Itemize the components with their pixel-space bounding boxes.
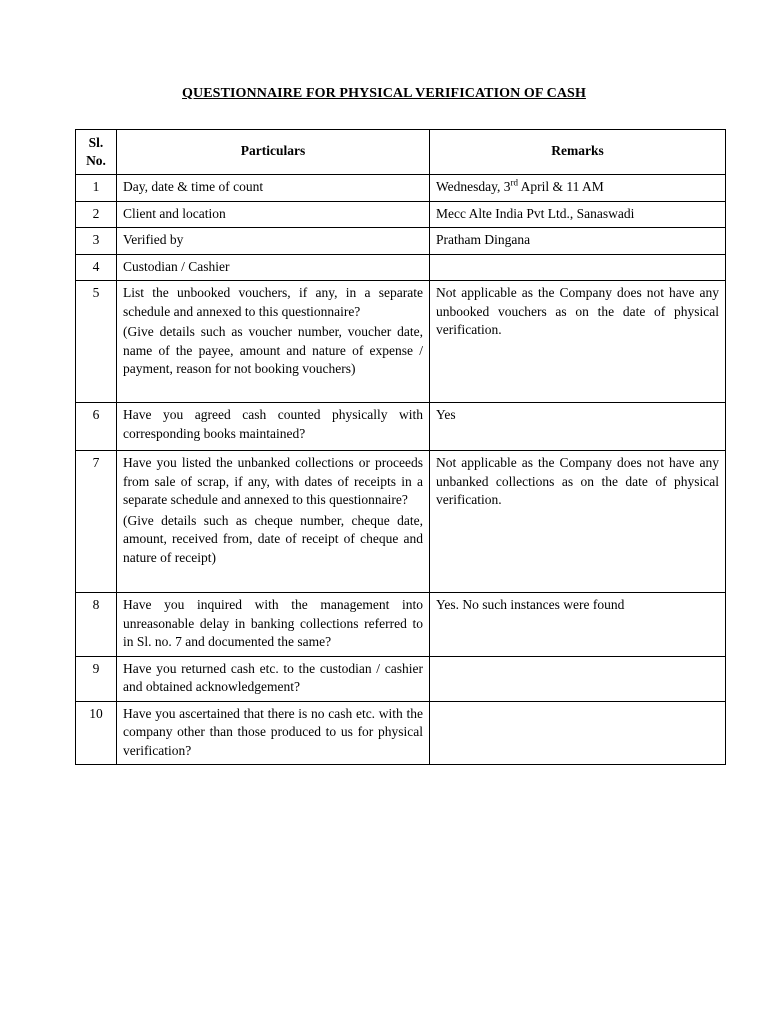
particulars-paragraph: Have you listed the unbanked collections or proceeds from sale of scrap, if any, with dates of receipts in a separate schedule and annexed to this questionnaire? bbox=[123, 455, 423, 507]
table-row bbox=[76, 254, 726, 281]
row-sl-no: 6 bbox=[76, 403, 117, 451]
table-row bbox=[76, 228, 726, 255]
row-remarks bbox=[430, 254, 726, 281]
row-particulars bbox=[117, 201, 430, 228]
row-remarks bbox=[430, 656, 726, 701]
row-particulars bbox=[117, 254, 430, 281]
particulars-paragraph: Have you inquired with the management into unreasonable delay in banking collections referred to in Sl. no. 7 and documented the same? bbox=[123, 597, 423, 649]
row-particulars bbox=[117, 281, 430, 403]
table-row bbox=[76, 451, 726, 593]
row-particulars bbox=[117, 701, 430, 765]
particulars-paragraph: Day, date & time of count bbox=[123, 179, 264, 194]
table-row bbox=[76, 593, 726, 657]
page-title: QUESTIONNAIRE FOR PHYSICAL VERIFICATION OF CASH bbox=[182, 86, 586, 101]
row-particulars bbox=[117, 228, 430, 255]
particulars-paragraph: Verified by bbox=[123, 232, 184, 247]
row-remarks: Not applicable as the Company does not have any unbooked vouchers as on the date of physical verification. bbox=[430, 281, 726, 403]
particulars-paragraph: (Give details such as voucher number, voucher date, name of the payee, amount and nature of expense / payment, reason for not booking vouchers) bbox=[123, 324, 423, 376]
row-particulars bbox=[117, 593, 430, 657]
particulars-paragraph: Have you returned cash etc. to the custodian / cashier and obtained acknowledgement? bbox=[123, 660, 423, 694]
table-row bbox=[76, 281, 726, 403]
row-sl-no: 2 bbox=[76, 201, 117, 228]
row-remarks: Mecc Alte India Pvt Ltd., Sanaswadi bbox=[430, 201, 726, 228]
row-remarks: Not applicable as the Company does not have any unbanked collections as on the date of physical verification. bbox=[430, 451, 726, 593]
header-particulars: Particulars bbox=[117, 130, 430, 175]
row-remarks bbox=[430, 175, 726, 202]
table-row bbox=[76, 403, 726, 451]
row-particulars bbox=[117, 656, 430, 701]
row-sl-no: 4 bbox=[76, 254, 117, 281]
particulars-paragraph: List the unbooked vouchers, if any, in a separate schedule and annexed to this questionnaire? bbox=[123, 285, 423, 319]
remarks-text: April & 11 AM bbox=[518, 179, 604, 194]
table-body bbox=[76, 175, 726, 765]
row-sl-no: 8 bbox=[76, 593, 117, 657]
questionnaire-table bbox=[75, 129, 726, 765]
row-remarks: Yes. No such instances were found bbox=[430, 593, 726, 657]
row-remarks: Yes bbox=[430, 403, 726, 451]
particulars-paragraph: Have you agreed cash counted physically with corresponding books maintained? bbox=[123, 407, 423, 441]
table-header-row bbox=[76, 130, 726, 175]
row-sl-no: 10 bbox=[76, 701, 117, 765]
row-sl-no: 1 bbox=[76, 175, 117, 202]
row-sl-no: 3 bbox=[76, 228, 117, 255]
table-row bbox=[76, 701, 726, 765]
table-row bbox=[76, 201, 726, 228]
row-particulars bbox=[117, 175, 430, 202]
row-particulars bbox=[117, 451, 430, 593]
particulars-paragraph: Client and location bbox=[123, 205, 226, 221]
row-remarks: Pratham Dingana bbox=[430, 228, 726, 255]
particulars-paragraph: (Give details such as cheque number, cheque date, amount, received from, date of receipt of cheque and nature of receipt) bbox=[123, 512, 423, 565]
particulars-paragraph: Custodian / Cashier bbox=[123, 258, 230, 274]
row-remarks bbox=[430, 701, 726, 765]
row-sl-no: 7 bbox=[76, 451, 117, 593]
header-sl-no: Sl. No. bbox=[76, 130, 117, 175]
remarks-text: Wednesday, 3 bbox=[436, 179, 511, 194]
row-particulars bbox=[117, 403, 430, 451]
particulars-paragraph: Have you ascertained that there is no cash etc. with the company other than those produced to us for physical verification? bbox=[123, 705, 423, 758]
header-remarks: Remarks bbox=[430, 130, 726, 175]
table-row bbox=[76, 175, 726, 202]
ordinal-suffix: rd bbox=[510, 177, 519, 188]
row-sl-no: 9 bbox=[76, 656, 117, 701]
table-row bbox=[76, 656, 726, 701]
row-sl-no: 5 bbox=[76, 281, 117, 403]
